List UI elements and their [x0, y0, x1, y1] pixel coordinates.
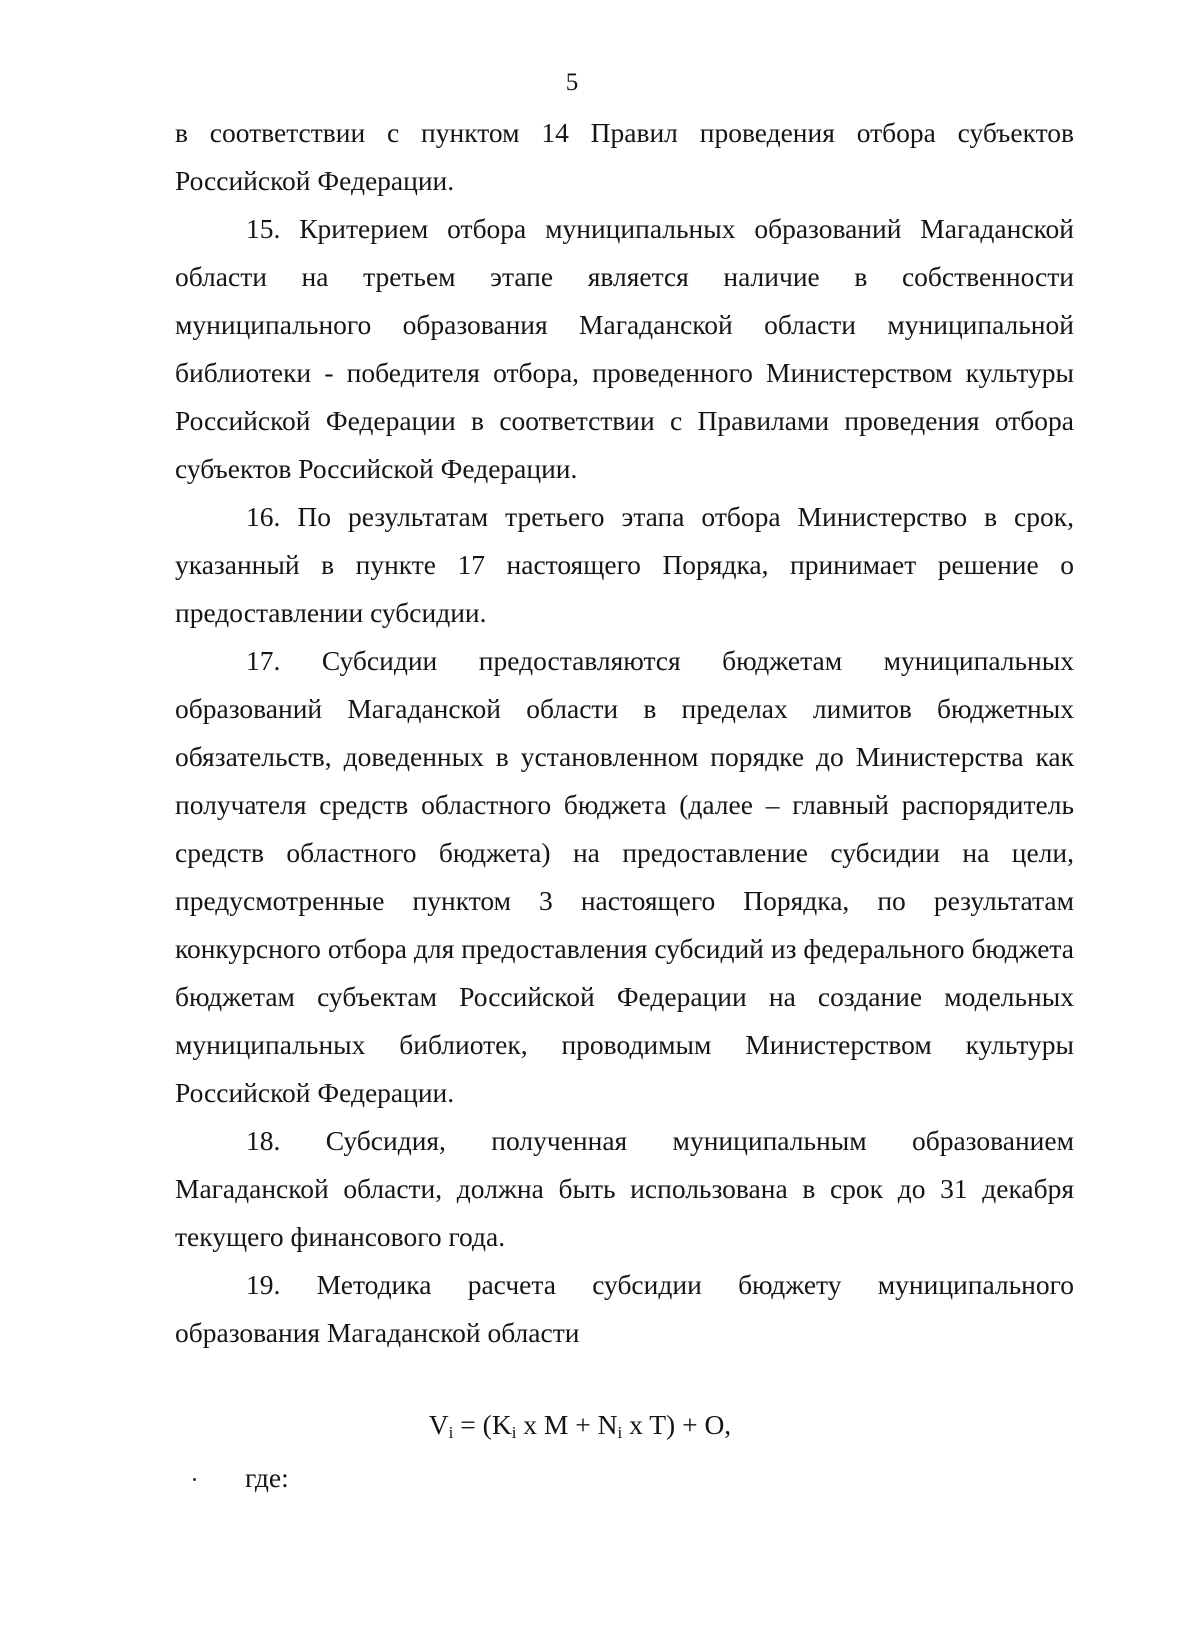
subsidy-formula	[0, 1405, 1180, 1453]
formula-sub-k: i	[511, 1423, 517, 1442]
paragraph-18: 18. Субсидия, полученная муниципальным образованием Магаданской области, должна быть использована в срок до 31 декабря текущего финансового года.	[175, 1125, 1074, 1252]
formula-mid: x M + N	[516, 1409, 618, 1440]
formula-tail: x T) + O,	[622, 1409, 732, 1440]
paragraph-16: 16. По результатам третьего этапа отбора Министерство в срок, указанный в пункте 17 настоящего Порядка, принимает решение о предоставлении субсидии.	[175, 501, 1074, 628]
formula-eq-open: = (K	[453, 1409, 512, 1440]
paragraph-19: 19. Методика расчета субсидии бюджету муниципального образования Магаданской области	[175, 1269, 1074, 1348]
formula-sub-v: i	[448, 1423, 454, 1442]
where-label: где:	[245, 1462, 289, 1493]
formula-sub-n: i	[617, 1423, 623, 1442]
scan-speck	[193, 1478, 196, 1481]
formula-v: V	[428, 1409, 449, 1440]
paragraph-15: 15. Критерием отбора муниципальных образований Магаданской области на третьем этапе является наличие в собственности муниципального образования Магаданской области муниципальной библиотеки - победителя отбора, проведенного Министерством культуры Российской Федерации в соответствии с Правилами проведения отбора субъектов Российской Федерации.	[175, 213, 1074, 484]
document-body	[175, 109, 1074, 1357]
paragraph-17: 17. Субсидии предоставляются бюджетам муниципальных образований Магаданской области в пределах лимитов бюджетных обязательств, доведенных в установленном порядке до Министерства как получателя средств областного бюджета (далее – главный распорядитель средств областного бюджета) на предоставление субсидии на цели, предусмотренные пунктом 3 настоящего Порядка, по результатам конкурсного отбора для предоставления субсидий из федерального бюджета бюджетам субъектам Российской Федерации на создание модельных муниципальных библиотек, проводимым Министерством культуры Российской Федерации.	[175, 645, 1074, 1108]
paragraph-continuation: в соответствии с пунктом 14 Правил проведения отбора субъектов Российской Федерации.	[175, 117, 1074, 196]
page-number: 5	[565, 69, 579, 96]
